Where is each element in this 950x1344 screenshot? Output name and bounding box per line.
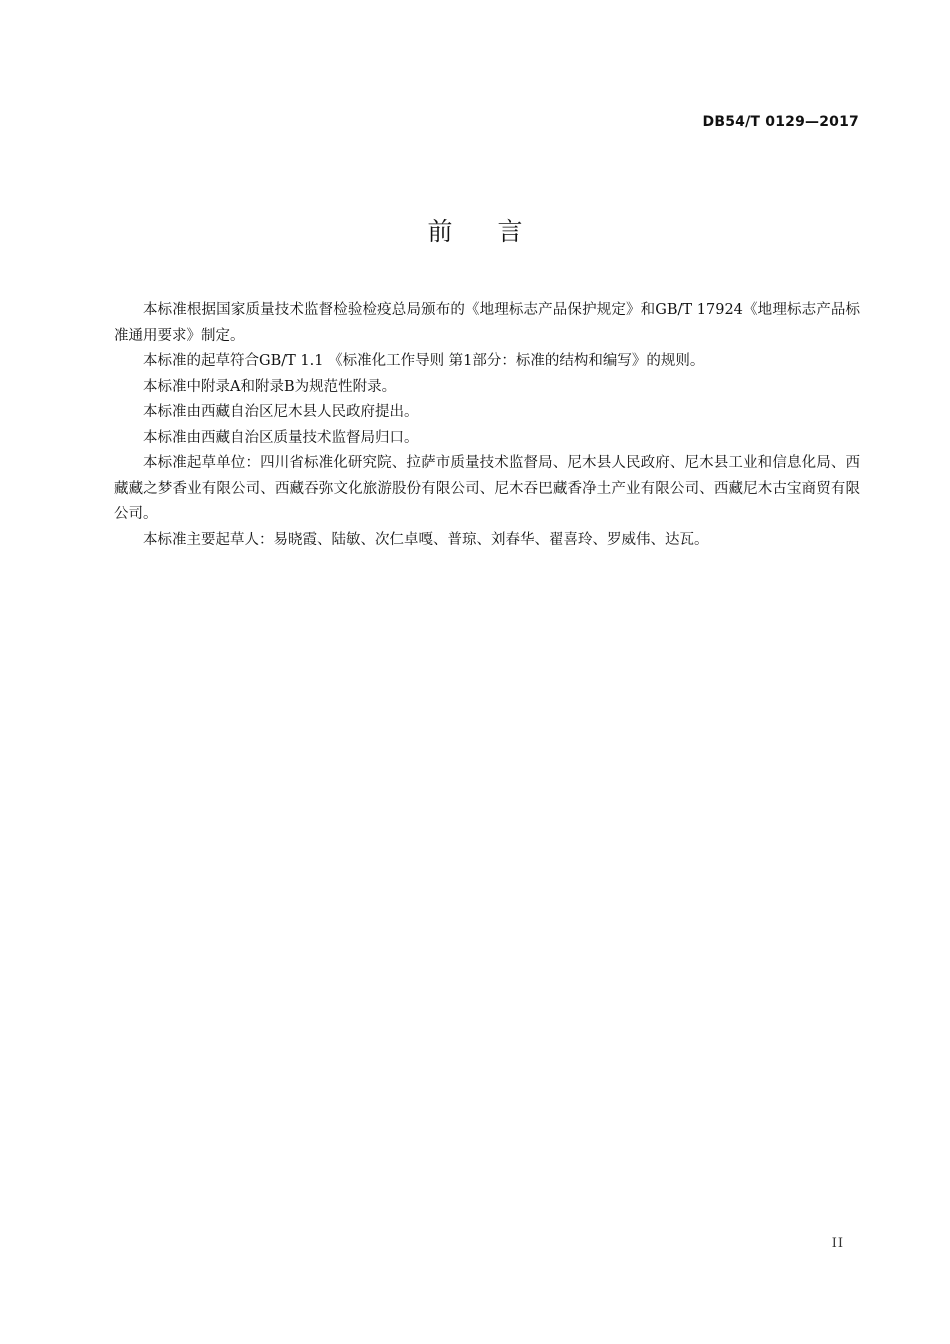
- title-char-1: 前: [427, 217, 453, 246]
- paragraph-basis: 本标准根据国家质量技术监督检验检疫总局颁布的《地理标志产品保护规定》和GB/T 17924《地理标志产品标准通用要求》制定。: [114, 302, 860, 344]
- paragraph-annexes: 本标准中附录A和附录B为规范性附录。: [143, 378, 397, 395]
- paragraph-centralizer: 本标准由西藏自治区质量技术监督局归口。: [143, 429, 419, 446]
- paragraph-proposer: 本标准由西藏自治区尼木县人民政府提出。: [143, 404, 419, 420]
- paragraph-drafting-rules: 本标准的起草符合GB/T 1.1 《标准化工作导则 第1部分：标准的结构和编写》的规则。: [143, 353, 705, 369]
- paragraph-drafting-units: 本标准起草单位：四川省标准化研究院、拉萨市质量技术监督局、尼木县人民政府、尼木县工业和信息化局、西藏藏之梦香业有限公司、西藏吞弥文化旅游股份有限公司、尼木吞巴藏香净土产业有限公司、西藏尼木古宝商贸有限公司。: [114, 455, 860, 522]
- page-title: [0, 212, 950, 248]
- page-number: II: [831, 1236, 844, 1251]
- foreword-body: [114, 298, 860, 553]
- paragraph-drafters: 本标准主要起草人：易晓霞、陆敏、次仁卓嘎、普琼、刘春华、翟喜玲、罗威伟、达瓦。: [143, 531, 709, 548]
- title-char-2: 言: [497, 217, 523, 246]
- document-code: DB54/T 0129—2017: [702, 114, 859, 130]
